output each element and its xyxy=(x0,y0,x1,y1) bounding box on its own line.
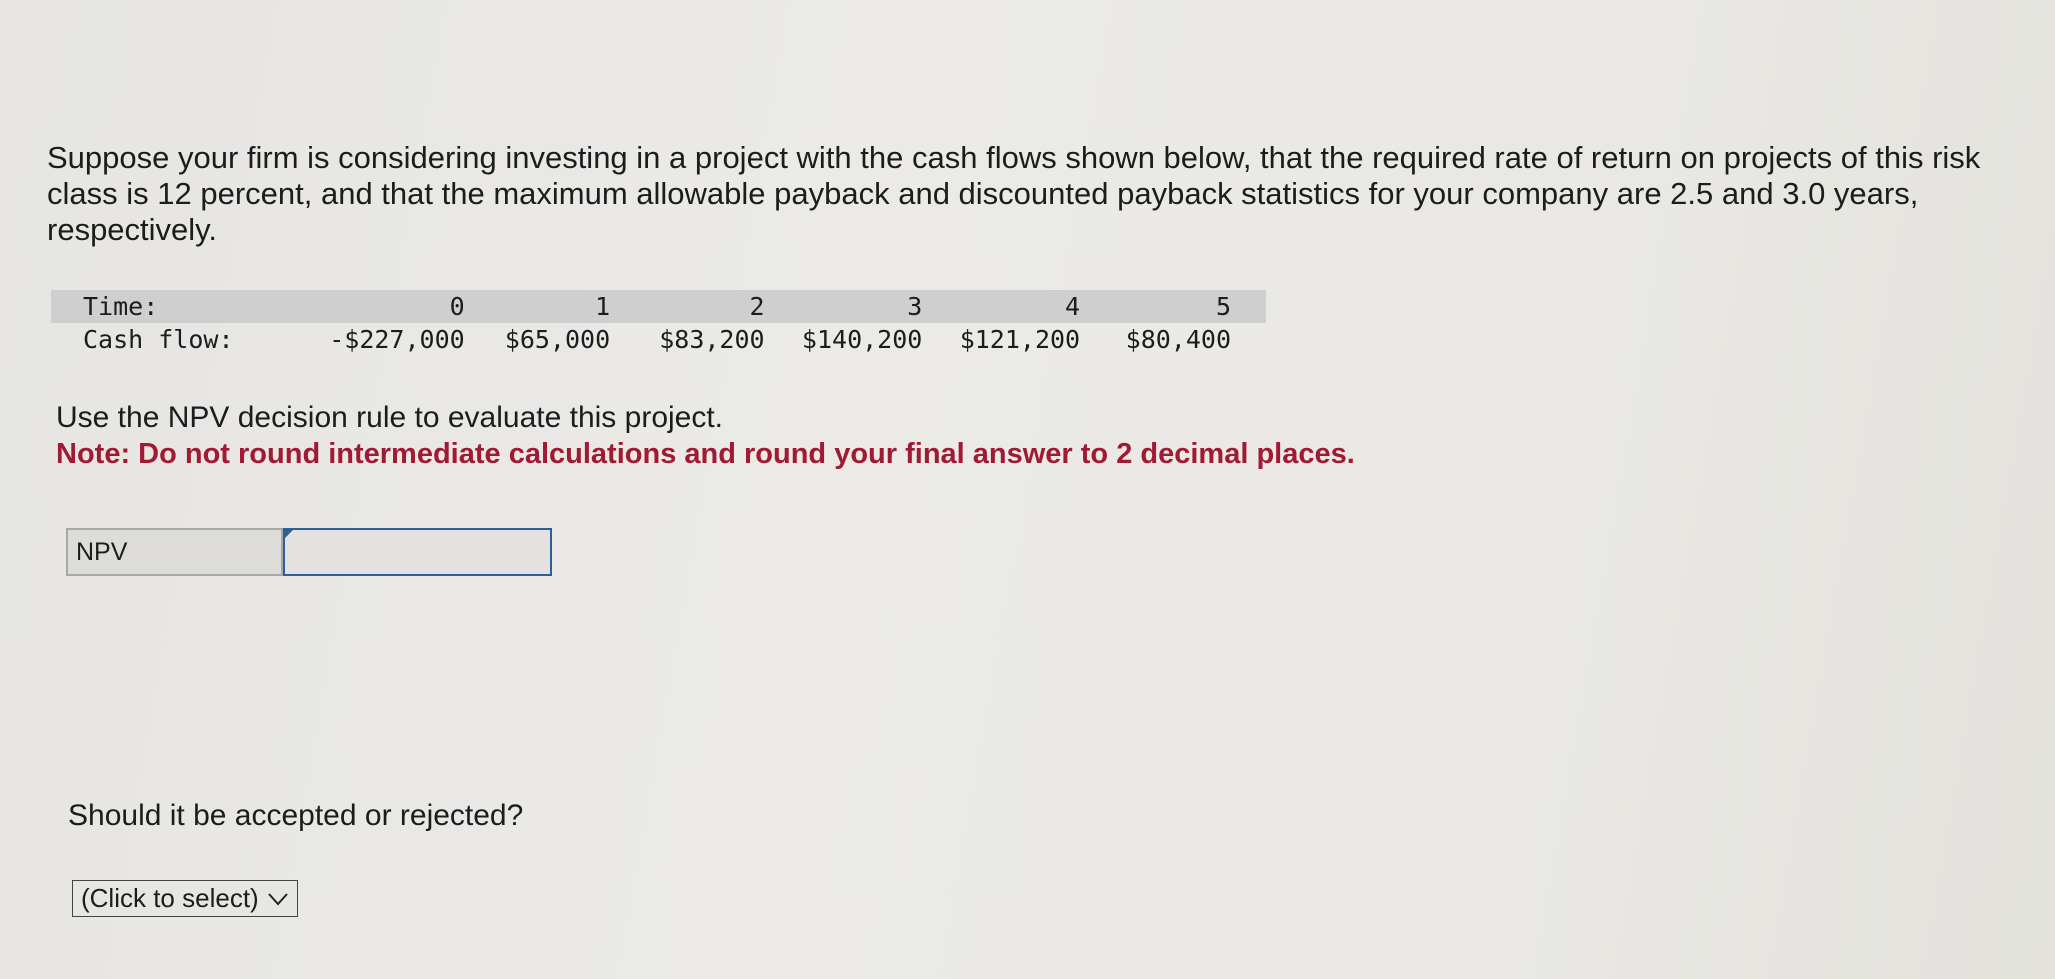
cash-flow-cell: -$227,000 xyxy=(329,325,465,354)
cash-flow-cell: $80,400 xyxy=(1125,325,1231,354)
time-cell: 2 xyxy=(610,290,764,323)
instruction-text: Use the NPV decision rule to evaluate this project. xyxy=(56,401,724,434)
npv-answer-row xyxy=(66,528,552,576)
npv-label: NPV xyxy=(66,528,283,576)
problem-statement: Suppose your firm is considering investing in a project with the cash flows shown below, that the required rate of return on projects of this risk class is 12 percent, and that the maximum allowable payback and discounted payback statistics for your company are 2.5 and 3.0 years, respectively. xyxy=(47,140,1981,247)
chevron-down-icon xyxy=(267,889,289,909)
npv-input-wrapper xyxy=(283,528,552,576)
cash-flow-row xyxy=(51,323,1266,356)
cash-flow-table xyxy=(51,290,1266,356)
time-cell: 5 xyxy=(1080,290,1266,323)
time-cell: 1 xyxy=(465,290,610,323)
time-label: Time: xyxy=(51,290,234,323)
input-flag-icon xyxy=(285,530,293,538)
cash-flow-cell: $65,000 xyxy=(504,325,611,354)
decision-question: Should it be accepted or rejected? xyxy=(68,799,524,832)
time-row xyxy=(51,290,1266,323)
decision-select-value: (Click to select) xyxy=(81,883,259,913)
cash-flow-cell: $140,200 xyxy=(801,325,923,354)
cash-flow-cell: $83,200 xyxy=(659,325,765,354)
cash-flow-cell: $121,200 xyxy=(959,325,1081,354)
rounding-note: Note: Do not round intermediate calculations and round your final answer to 2 decimal places. xyxy=(56,438,1355,470)
cash-flow-label: Cash flow: xyxy=(83,325,234,354)
time-cell: 4 xyxy=(922,290,1080,323)
time-cell: 0 xyxy=(234,290,465,323)
npv-input[interactable] xyxy=(283,528,552,576)
decision-select[interactable] xyxy=(72,880,298,917)
time-cell: 3 xyxy=(765,290,923,323)
